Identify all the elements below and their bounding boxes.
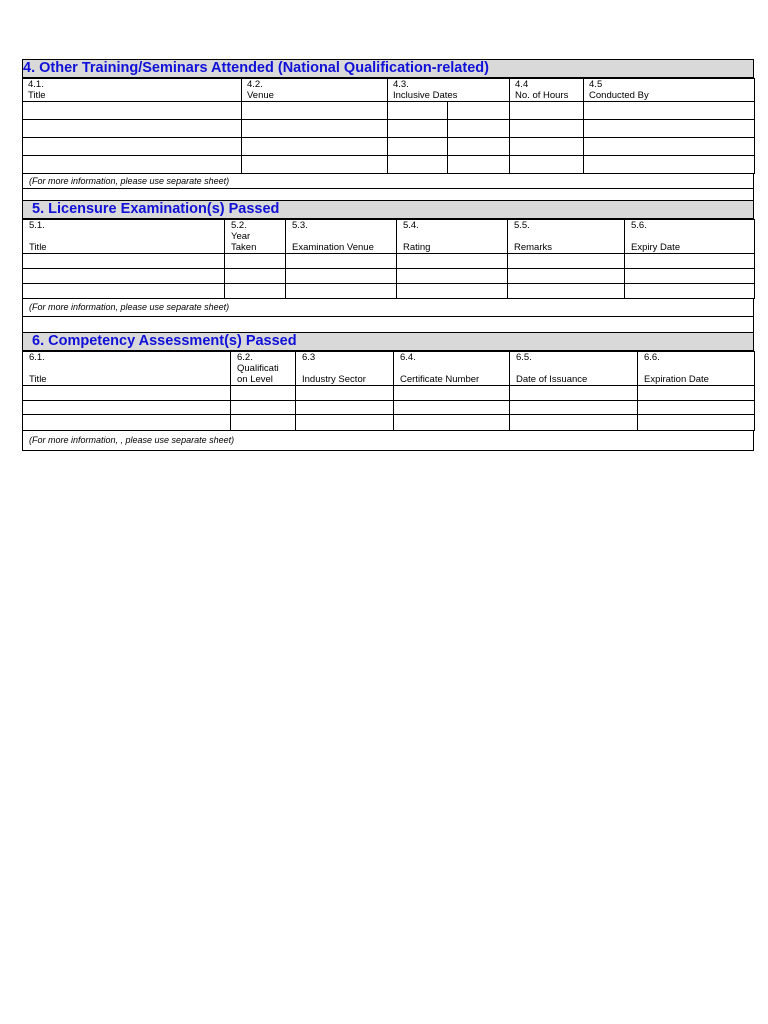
- table-row[interactable]: [23, 269, 755, 284]
- licensure-more-info-note: (For more information, please use separate sheet): [22, 299, 754, 317]
- col-number: 6.3: [302, 352, 316, 363]
- header-expiration-date: [638, 352, 755, 386]
- input-cell[interactable]: [510, 415, 638, 431]
- input-cell[interactable]: [225, 284, 286, 299]
- col-label: Rating: [403, 242, 431, 253]
- input-cell[interactable]: [225, 269, 286, 284]
- col-label: Conducted By: [589, 90, 649, 101]
- input-cell[interactable]: [296, 415, 394, 431]
- col-label: on Level: [237, 374, 273, 385]
- input-cell[interactable]: [510, 120, 584, 138]
- input-cell[interactable]: [584, 156, 755, 174]
- col-number: 4.3.: [393, 79, 409, 90]
- col-label: Taken: [231, 242, 257, 253]
- licensure-table: [22, 219, 755, 299]
- header-certificate-number: [394, 352, 510, 386]
- table-row[interactable]: [23, 138, 755, 156]
- input-cell[interactable]: [508, 284, 625, 299]
- col-number: 5.5.: [514, 220, 530, 231]
- input-cell[interactable]: [510, 102, 584, 120]
- input-cell[interactable]: [242, 102, 388, 120]
- input-cell[interactable]: [510, 156, 584, 174]
- col-label: Inclusive Dates: [393, 90, 458, 101]
- input-cell[interactable]: [638, 386, 755, 401]
- input-cell[interactable]: [394, 401, 510, 415]
- input-cell[interactable]: [448, 138, 510, 156]
- header-hours: [510, 79, 584, 102]
- header-date-of-issuance: [510, 352, 638, 386]
- col-number: 4.2.: [247, 79, 263, 90]
- input-cell[interactable]: [23, 269, 225, 284]
- col-label-part: Qualificati: [237, 363, 279, 374]
- input-cell[interactable]: [23, 284, 225, 299]
- col-number: 6.1.: [29, 352, 45, 363]
- table-row[interactable]: [23, 284, 755, 299]
- licensure-header-row: [23, 220, 755, 254]
- input-cell[interactable]: [231, 401, 296, 415]
- input-cell[interactable]: [510, 138, 584, 156]
- col-number: 5.6.: [631, 220, 647, 231]
- input-cell[interactable]: [448, 102, 510, 120]
- col-label: Expiry Date: [631, 242, 681, 253]
- input-cell[interactable]: [397, 254, 508, 269]
- input-cell[interactable]: [508, 254, 625, 269]
- col-label: Examination Venue: [292, 242, 374, 253]
- header-rating: [397, 220, 508, 254]
- input-cell[interactable]: [397, 269, 508, 284]
- application-form: [22, 59, 754, 451]
- section-4-heading: 4. Other Training/Seminars Attended (National Qualification-related): [22, 59, 754, 78]
- input-cell[interactable]: [584, 120, 755, 138]
- col-number: 5.3.: [292, 220, 308, 231]
- input-cell[interactable]: [23, 138, 242, 156]
- col-number: 5.2.: [231, 220, 247, 231]
- header-industry-sector: [296, 352, 394, 386]
- header-title: [23, 220, 225, 254]
- input-cell[interactable]: [448, 120, 510, 138]
- input-cell[interactable]: [625, 269, 755, 284]
- col-label: Venue: [247, 90, 274, 101]
- header-qualification-level: [231, 352, 296, 386]
- input-cell[interactable]: [448, 156, 510, 174]
- col-label: Certificate Number: [400, 374, 480, 385]
- col-label: Industry Sector: [302, 374, 366, 385]
- col-label: Remarks: [514, 242, 553, 253]
- section-5-heading: 5. Licensure Examination(s) Passed: [22, 201, 754, 219]
- col-number: 4.4: [515, 79, 529, 90]
- input-cell[interactable]: [388, 120, 448, 138]
- table-row[interactable]: [23, 415, 755, 431]
- input-cell[interactable]: [510, 386, 638, 401]
- input-cell[interactable]: [397, 284, 508, 299]
- input-cell[interactable]: [23, 120, 242, 138]
- input-cell[interactable]: [23, 415, 231, 431]
- input-cell[interactable]: [23, 254, 225, 269]
- input-cell[interactable]: [625, 254, 755, 269]
- col-label: Expiration Date: [644, 374, 709, 385]
- input-cell[interactable]: [23, 401, 231, 415]
- table-row[interactable]: [23, 102, 755, 120]
- input-cell[interactable]: [584, 138, 755, 156]
- col-label: Title: [29, 374, 47, 385]
- training-more-info-note: (For more information, please use separate sheet): [22, 174, 754, 189]
- input-cell[interactable]: [388, 102, 448, 120]
- col-label: Title: [29, 242, 47, 253]
- input-cell[interactable]: [638, 415, 755, 431]
- input-cell[interactable]: [508, 269, 625, 284]
- header-venue: [242, 79, 388, 102]
- input-cell[interactable]: [242, 156, 388, 174]
- competency-header-row: [23, 352, 755, 386]
- col-number: 6.6.: [644, 352, 660, 363]
- header-year-taken: [225, 220, 286, 254]
- input-cell[interactable]: [394, 386, 510, 401]
- header-title: [23, 352, 231, 386]
- col-number: 5.4.: [403, 220, 419, 231]
- input-cell[interactable]: [23, 386, 231, 401]
- input-cell[interactable]: [286, 254, 397, 269]
- training-header-row: [23, 79, 755, 102]
- table-row[interactable]: [23, 120, 755, 138]
- competency-more-info-note: (For more information, , please use separate sheet): [22, 431, 754, 451]
- col-label-part: Year: [231, 231, 251, 242]
- input-cell[interactable]: [394, 415, 510, 431]
- input-cell[interactable]: [286, 284, 397, 299]
- table-row[interactable]: [23, 156, 755, 174]
- col-label: Title: [28, 90, 46, 101]
- input-cell[interactable]: [23, 102, 242, 120]
- table-row[interactable]: [23, 254, 755, 269]
- section-6-heading: 6. Competency Assessment(s) Passed: [22, 333, 754, 351]
- input-cell[interactable]: [638, 401, 755, 415]
- input-cell[interactable]: [286, 269, 397, 284]
- input-cell[interactable]: [242, 138, 388, 156]
- header-inclusive-dates: [388, 79, 510, 102]
- input-cell[interactable]: [388, 156, 448, 174]
- col-number: 5.1.: [29, 220, 45, 231]
- header-expiry-date: [625, 220, 755, 254]
- training-table: [22, 78, 755, 174]
- input-cell[interactable]: [231, 386, 296, 401]
- col-label: Date of Issuance: [516, 374, 588, 385]
- input-cell[interactable]: [231, 415, 296, 431]
- input-cell[interactable]: [225, 254, 286, 269]
- input-cell[interactable]: [242, 120, 388, 138]
- divider-row: [22, 317, 754, 333]
- input-cell[interactable]: [510, 401, 638, 415]
- col-number: 6.2.: [237, 352, 253, 363]
- col-label: No. of Hours: [515, 90, 569, 101]
- header-remarks: [508, 220, 625, 254]
- input-cell[interactable]: [23, 156, 242, 174]
- table-row[interactable]: [23, 401, 755, 415]
- table-row[interactable]: [23, 386, 755, 401]
- col-number: 6.4.: [400, 352, 416, 363]
- input-cell[interactable]: [388, 138, 448, 156]
- input-cell[interactable]: [625, 284, 755, 299]
- col-number: 6.5.: [516, 352, 532, 363]
- header-title: [23, 79, 242, 102]
- competency-table: [22, 351, 755, 431]
- header-exam-venue: [286, 220, 397, 254]
- divider-row: [22, 189, 754, 201]
- input-cell[interactable]: [296, 386, 394, 401]
- col-number: 4.5: [589, 79, 603, 90]
- input-cell[interactable]: [296, 401, 394, 415]
- header-conducted-by: [584, 79, 755, 102]
- col-number: 4.1.: [28, 79, 44, 90]
- input-cell[interactable]: [584, 102, 755, 120]
